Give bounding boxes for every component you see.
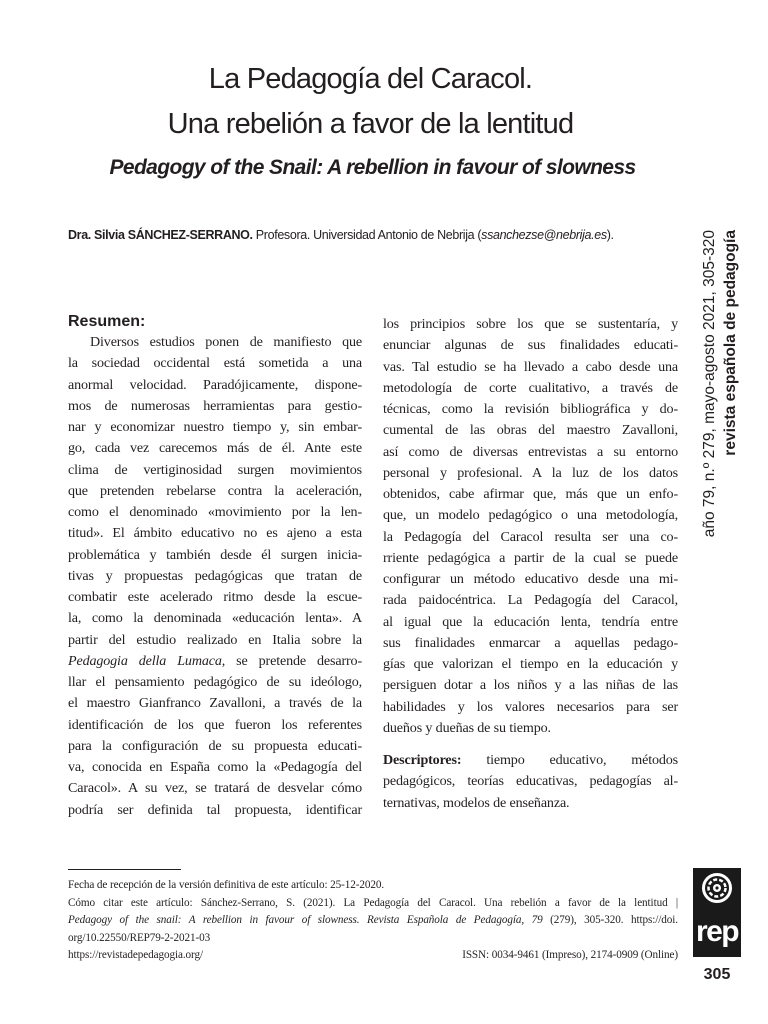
- abstract-line: metodología de corte cualitativo, a través de: [383, 379, 678, 396]
- abstract-line: la, como la denominada «educación lenta». A: [68, 610, 362, 627]
- italic-title: Pedagogia della Lumaca: [68, 652, 222, 669]
- author-affiliation: Profesora. Universidad Antonio de Nebrija (: [252, 228, 482, 242]
- abstract-line: configurar un método educativo desde una mi-: [383, 571, 678, 587]
- author-name: Dra. Silvia SÁNCHEZ-SERRANO.: [68, 228, 253, 242]
- author-line: [68, 228, 688, 242]
- title-line-2: Una rebelión a favor de la lentitud: [167, 108, 574, 140]
- abstract-line: como el denominado «movimiento por la len-: [68, 504, 362, 520]
- abstract-line: problemática y también desde él surgen inicia-: [68, 546, 362, 563]
- abstract-line: dueños y dueñas de su tiempo.: [383, 719, 551, 736]
- logo-text: rep: [696, 915, 738, 948]
- abstract-line: anormal velocidad. Paradójicamente, dispone-: [68, 376, 362, 393]
- abstract-line: nar y economizar nuestro tiempo y, sin embar-: [68, 419, 362, 435]
- abstract-line: enunciar algunas de sus finalidades educati-: [383, 337, 678, 354]
- abstract-line: personal y profesional. A la luz de los datos: [383, 464, 678, 481]
- abstract-line: la sociedad occidental está sometida a una: [68, 355, 362, 372]
- abstract-line: go, cada vez carecemos más de él. Ante este: [68, 440, 362, 457]
- abstract-line: así como de diversas entrevistas a su entorno: [383, 443, 678, 460]
- abstract-line: al igual que la educación lenta, tendría entre: [383, 613, 678, 630]
- abstract-line: clima de vertiginosidad surgen movimientos: [68, 461, 362, 478]
- issn: ISSN: 0034-9461 (Impreso), 2174-0909 (Online): [462, 949, 678, 961]
- abstract-line: Pedagogia della Lumaca, se pretende desarro-: [68, 652, 362, 669]
- abstract-line: identificación de los que fueron los referentes: [68, 716, 362, 733]
- title-line-1: La Pedagogía del Caracol.: [208, 63, 533, 95]
- journal-side-label: [700, 230, 748, 856]
- abstract-line: obtenidos, cabe afirmar que, más que un enfo-: [383, 486, 678, 502]
- abstract-line: llar el pensamiento pedagógico de su ideólogo,: [68, 674, 362, 690]
- journal-logo: [693, 868, 741, 957]
- citation-line: Cómo citar este artículo: Sánchez-Serrano, S. (2021). La Pedagogía del Caracol. Una rebelión a favor de la lentitud |: [68, 896, 678, 909]
- abstract-line: mos de numerosas herramientas para gestio-: [68, 397, 362, 414]
- abstract-line: va, conocida en España como la «Pedagogía del: [68, 759, 362, 775]
- footnotes: [68, 877, 678, 965]
- page-number: 305: [703, 966, 731, 983]
- abstract-left-column: [68, 332, 362, 821]
- abstract-line: cumental de las obras del maestro Zavalloni,: [383, 422, 678, 439]
- abstract-line: sus finalidades enmarcar a aquellas pedago-: [383, 634, 678, 651]
- footer-row: [68, 947, 678, 965]
- english-subtitle: Pedagogy of the Snail: A rebellion in favour of slowness: [109, 156, 636, 179]
- abstract-line: gías que valorizan el tiempo en la educación y: [383, 656, 678, 672]
- abstract-line: Diversos estudios ponen de manifiesto que: [90, 334, 362, 350]
- abstract-line: rriente pedagógica a partir de la cual se puede: [383, 549, 678, 566]
- footnote-divider: [68, 869, 181, 870]
- descriptors-line: ternativas, modelos de enseñanza.: [383, 794, 570, 811]
- journal-url[interactable]: https://revistadepedagogia.org/: [68, 949, 203, 961]
- abstract-line: que, un modelo pedagógico o una metodología,: [383, 507, 678, 524]
- abstract-line: titud». El ámbito educativo no es ajeno a esta: [68, 525, 362, 542]
- abstract-line: vas. Tal estudio se ha llevado a cabo desde una: [383, 358, 678, 375]
- abstract-line: técnicas, como la revisión bibliográfica y do-: [383, 401, 678, 417]
- abstract-heading: Resumen:: [68, 313, 146, 330]
- abstract-line: rada paidocéntrica. La Pedagogía del Caracol,: [383, 592, 678, 609]
- abstract-line: persiguen dotar a los niños y a las niñas de las: [383, 677, 678, 694]
- received-date: Fecha de recepción de la versión definitiva de este artículo: 25-12-2020.: [68, 879, 385, 891]
- abstract-line: para la configuración de su propuesta educati-: [68, 737, 362, 754]
- abstract-line: que pretenden rebelarse contra la aceleración,: [68, 482, 362, 499]
- descriptors-line: pedagógicos, teorías educativas, pedagogías al-: [383, 773, 678, 790]
- abstract-line: el maestro Gianfranco Zavalloni, a través de la: [68, 695, 362, 712]
- abstract-line: la Pedagogía del Caracol resulta ser una co-: [383, 528, 678, 545]
- abstract-line: habilidades y los valores necesarios para ser: [383, 698, 678, 715]
- author-close: ).: [606, 228, 614, 242]
- snail-spiral-icon: [701, 872, 733, 904]
- abstract-line: partir del estudio realizado en Italia sobre la: [68, 631, 362, 648]
- abstract-right-column: [383, 314, 678, 814]
- abstract-line: Caracol». A su vez, se tratará de desvelar cómo: [68, 780, 362, 797]
- doi-link[interactable]: org/10.22550/REP79-2-2021-03: [68, 931, 211, 944]
- author-email[interactable]: ssanchezse@nebrija.es: [481, 228, 607, 242]
- journal-issue: año 79, n.º 279, mayo-agosto 2021, 305-320: [701, 230, 718, 538]
- citation-line: Pedagogy of the snail: A rebellion in favour of slowness. Revista Española de Pedagogía, 79 (279), 305-320. https://doi.: [68, 914, 678, 926]
- abstract-line: combatir este acelerado ritmo desde la escue-: [68, 589, 362, 605]
- journal-name: revista española de pedagogía: [722, 230, 739, 456]
- descriptors-line: Descriptores: tiempo educativo, métodos: [383, 752, 678, 768]
- abstract-line: los principios sobre los que se sustentaría, y: [383, 316, 678, 332]
- descriptors-label: Descriptores:: [383, 752, 462, 768]
- abstract-line: podría ser definida tal propuesta, identificar: [68, 801, 362, 818]
- abstract-line: tivas y propuestas pedagógicas que tratan de: [68, 567, 362, 584]
